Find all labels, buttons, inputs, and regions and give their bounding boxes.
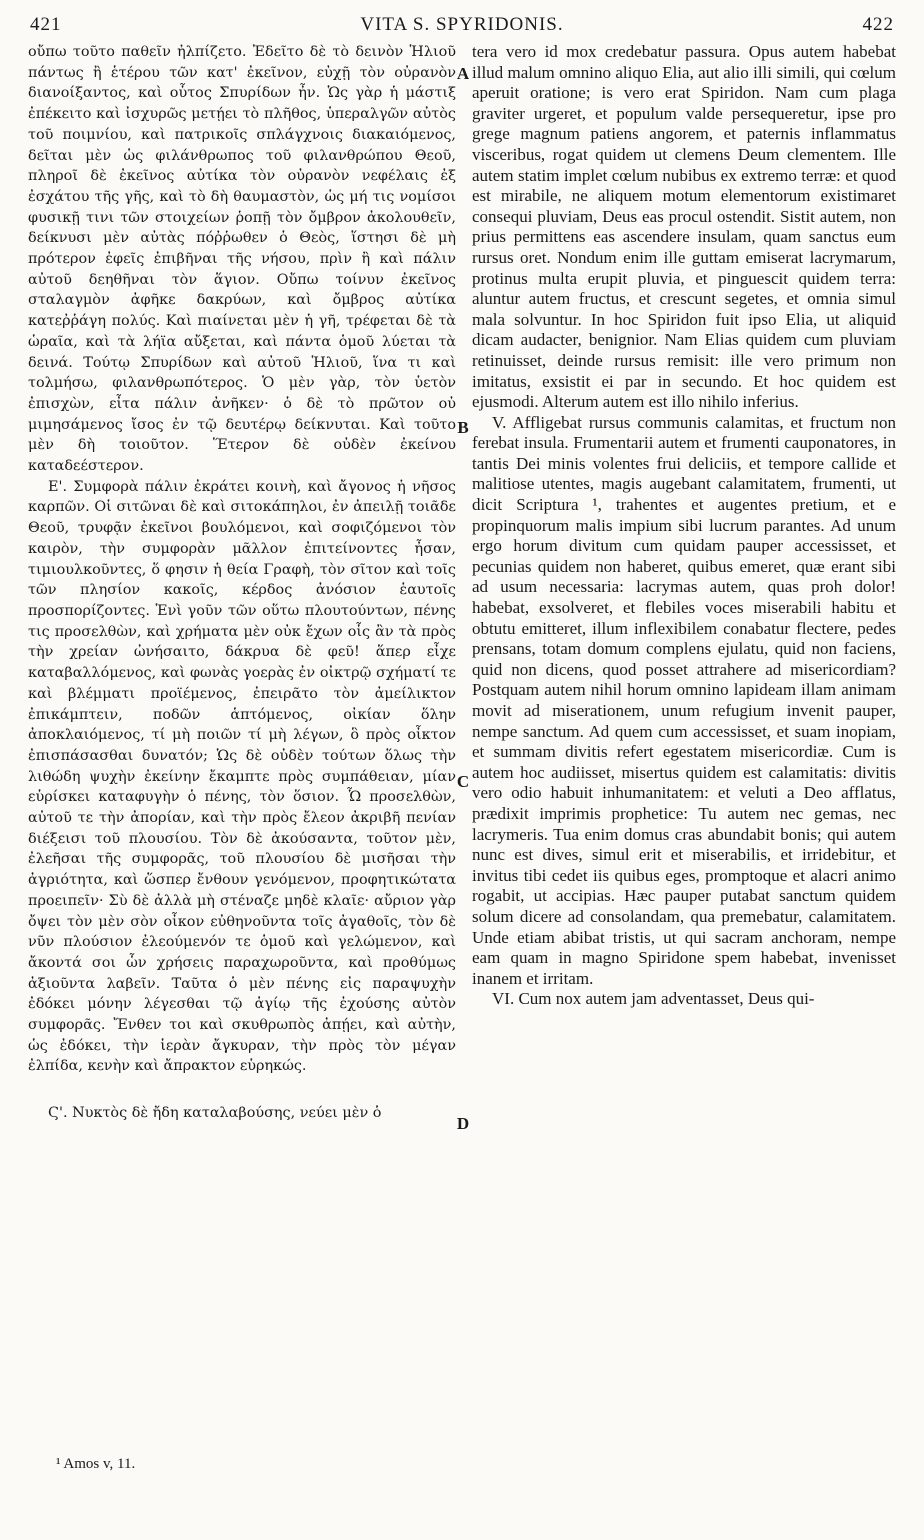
greek-paragraph: Ε'. Συμφορὰ πάλιν ἐκράτει κοινὴ, καὶ ἄγονος ἡ νῆσος καρπῶν. Οἱ σιτῶναι δὲ καὶ σιτοκάπηλοι, ἐν ἀπειλῇ τοιᾶδε Θεοῦ, τρυφᾷν ἐκεῖνοι βουλόμενοι, καὶ σοφιζόμενοι τὸν καιρὸν, τὴν συμφορὰν μᾶλλον ἐπιτείνοντες ἦσαν, τιμιουλκοῦντες, ὅ φησιν ἡ θεία Γραφὴ, τὸν σῖτον καὶ τοῖς τῶν πλησίον κακοῖς, κέρδος ἀνόσιον ἑαυτοῖς προσπορίζοντες. Ἑνὶ γοῦν τῶν οὕτω πλουτούντων, πένης τις προσελθὼν, καὶ χρήματα μὲν οὐκ ἔχων οἷς ἂν τὰ πρὸς τὴν χρείαν ὠνήσαιτο, δάκρυα δὲ φεῦ! ἅπερ εἶχε καταβαλλόμενος, καὶ φωνὰς γοερὰς ἐν οἰκτρῷ σχήματί τε καὶ βλέμματι προϊέμενος, ἐπειρᾶτο τὸν ἀμείλικτον ἐπικάμπτειν, ποδῶν ἁπτόμενος, οἰκίαν ὅλην ἀποκλαιόμενος, τί μὴ ποιῶν τί μὴ λέγων, ὃ πρὸς οἶκτον ἐπισπάσασθαι δυνατόν; Ὡς δὲ οὐδὲν τούτων ὅλως τὴν λιθώδη ψυχὴν ἐκείνην ἔκαμπτε πρὸς συμπάθειαν, μίαν εὑρίσκει καταφυγὴν ὁ πένης, τὸν ὅσιον. Ὧ προσελθὼν, αὐτοῦ τε τὴν ἀπορίαν, καὶ τὴν πρὸς ἔλεον ἀκριβῆ πενίαν διέξεισι τοῦ πλουσίου. Τὸν δὲ ἀκούσαντα, τοῦτον μὲν, ἐλεῆσαι τῆς συμφορᾶς, τοῦ πλουσίου δὲ μισῆσαι τὴν ἀγριότητα, καὶ ὥσπερ ἔνθουν γενόμενον, προφητικώτατα προειπεῖν· Σὺ δὲ ἀλλὰ μὴ στέναζε μηδὲ κλαῖε· αὔριον γὰρ ὄψει τὸν μὲν σὸν οἶκον εὐθηνοῦντα τοῖς ἀγαθοῖς, τὸν δὲ νῦν πλούσιον ἐλεούμενόν τε ὁμοῦ καὶ γελώμενον, καὶ ἄκοντά σοι ὧν χρήσεις παραχωροῦντα, καὶ προθύμως ἀξιοῦντα λαβεῖν. Ταῦτα ὁ μὲν πένης εἰς παραψυχὴν ἐδόκει μόνην λέγεσθαι τῷ ἁγίῳ τῆς ἐχούσης αὐτὸν συμφορᾶς. Ἔνθεν τοι καὶ σκυθρωπὸς ἀπῄει, καὶ αὐτὴν, ὡς ἐδόκει, τὴν ἱερὰν ἄγκυραν, τὴν πρὸς τὸν μέγαν ἐλπίδα, κενὴν καὶ ἄπρακτον εὑρηκώς.: [28, 478, 456, 1075]
footnote: ¹ Amos v, 11.: [56, 1456, 136, 1472]
page-number-left: 421: [30, 14, 62, 35]
latin-paragraph: VI. Cum nox autem jam adventasset, Deus qui-: [492, 989, 815, 1009]
margin-marker-d: D: [456, 1114, 470, 1133]
running-title: VITA S. SPYRIDONIS.: [360, 14, 564, 35]
greek-column: [28, 42, 456, 1124]
latin-paragraph: tera vero id mox credebatur passura. Opus autem habebat illud malum omnino aliquo Elia, aut alio illi simili, qui cœlum aperuit oratione; is vero erat Spiridon. Nam cum plaga graviter urgeret, et populum valde persequeretur, ipse pro grege magnum patiens angorem, et paternis inflammatus visceribus, rogat quidem ut clemens Deum clementem. Ille autem statim implet cœlum nubibus ex extremo terræ: et quod est mirabile, ne aliquem motum elementorum existimaret consequi pluviam, Deus eas procul ostendit. Sistit autem, non prius permittens eas ascendere insulam, quam sanctus eum rursus oret. Nondum enim ille guttam emiserat lacrymarum, protinus multa erupit pluvia, et pinguescit quidem terra: aluntur autem fructus, et crescunt segetes, et omnia simul mala solvuntur. In hoc Spiridon fuit ipso Elia, ut aliquid dicam audacter, benignior. Nam Elias quidem cum pluviam retinuisset, deinde rursus remisit: ille vero primum non imitatus, exsistit ei par in secundo. Et hoc quidem est ejusmodi. Alterum autem est illo nihilo inferius.: [472, 42, 896, 412]
latin-column: [472, 42, 896, 1010]
page-number-right: 422: [862, 14, 894, 35]
margin-marker-c: C: [456, 772, 470, 791]
margin-marker-b: B: [457, 418, 469, 437]
page-header: [30, 14, 894, 44]
margin-marker-a: A: [456, 64, 470, 83]
greek-paragraph: οὔπω τοῦτο παθεῖν ἠλπίζετο. Ἐδεῖτο δὲ τὸ δεινὸν Ἡλιοῦ πάντως ἢ ἑτέρου τῶν κατ' ἐκεῖνον, εὐχῇ τὸν οὐρανὸν διανοίξαντος, καὶ οὗτος Σπυρίδων ἦν. Ὡς γὰρ ἡ μάστιξ ἐπέκειτο καὶ ἰσχυρῶς μετῄει τὸ πλῆθος, ὑπεραλγῶν αὐτὸς τοῦ ποιμνίου, καὶ πατρικοῖς σπλάγχνοις διακαιόμενος, δεῖται μὲν ὡς φιλάνθρωπος τοῦ φιλανθρώπου Θεοῦ, πληροῖ δὲ ἐκεῖνος αὐτίκα τὸν οὐρανὸν νεφέλαις ἐξ ἐσχάτου τῆς γῆς, καὶ τὸ δὴ θαυμαστὸν, ὡς μή τις νομίσοι φυσικῇ τινι τῶν στοιχείων ῥοπῇ τὸν ὄμβρον ἀκολουθεῖν, δείκνυσι μὲν αὐτὰς πόῤῥωθεν ὁ Θεὸς, ἵστησι δὲ μὴ πρότερον ἐφεῖς ἐπιβῆναι τῆς νήσου, πρὶν ἢ καὶ πάλιν αὐτοῦ δεηθῆναι τὸν ἅγιον. Οὔπω τοίνυν ἐκεῖνος σταλαγμὸν ἀφῆκε δακρύων, καὶ ὄμβρος αὐτίκα κατεῤῥάγη πολύς. Καὶ πιαίνεται μὲν ἡ γῆ, τρέφεται δὲ τὰ ὡραῖα, καὶ τὰ λήϊα αὔξεται, καὶ πάντα ὁμοῦ λύεται τὰ δεινά. Τούτῳ Σπυρίδων καὶ αὐτοῦ Ἡλιοῦ, ἵνα τι καὶ τολμήσω, φιλανθρωπότερος. Ὁ μὲν γὰρ, τὸν ὑετὸν ἐπισχὼν, εἶτα πάλιν ἀνῆκεν· ὁ δὲ τὸ πρῶτον οὐ μιμησάμενος ἴσος ἐν τῷ δευτέρῳ δείκνυται. Καὶ τοῦτο μὲν δὴ τοιοῦτον. Ἕτερον δὲ οὐδὲν ἐκείνου καταδεέστερον.: [28, 44, 456, 475]
greek-paragraph: Ϛ'. Νυκτὸς δὲ ἤδη καταλαβούσης, νεύει μὲν ὁ: [48, 1105, 382, 1122]
latin-paragraph: V. Affligebat rursus communis calamitas, et fructum non ferebat insula. Frumentarii autem et frumenti cauponatores, in tantis Dei minis volentes frui deliciis, et tempore callide et malitiose utentes, magis augebant calamitatem, frumenti, ut dicit Scriptura ¹, trahentes et augentes pretium, et e propinquorum malis impium sibi lucrum parantes. Ad unum ergo horum divitum cum quidam pauper accessisset, et pecunias quidem non haberet, quibus emeret, quæ erant sibi ad usum necessaria: lacrymas autem, quas proh dolor! habebat, exsolveret, et flebiles voces miserabili habitu et obtutu emitteret, illum inflexibilem conabatur flectere, pedes prensans, totam domum complens ejulatu, quid non faciens, quid non dicens, quod posset attrahere ad misericordiam? Postquam autem nihil horum omnino lapideam illam animam movit ad miserationem, unum refugium invenit pauper, nempe sanctum. Ad quem cum accessisset, et suam inopiam, et summam divitis refert egestatem misericordiæ. Cum is autem hoc audiisset, misertus quidem est calamitatis: divitis vero odio habuit inhumanitatem: et veluti a Deo afflatus, prædixit imprimis prophetice: Tu autem nec gemas, nec lacrymeris. Tua enim domus cras abundabit bonis; qui autem nunc est dives, simul erit et miserabilis, et irridebitur, et invitus tibi cedet iis quibus eges, promptoque et alacri animo rogabit, ut accipias. Hæc pauper putabat sanctum quidem solum dicere ad consolandam, qua premebatur, calamitatem. Unde etiam abibat tristis, ut qui sacram anchoram, nempe eam quam in magno Spiridone spem habebat, invenisset inanem et irritam.: [472, 412, 896, 988]
